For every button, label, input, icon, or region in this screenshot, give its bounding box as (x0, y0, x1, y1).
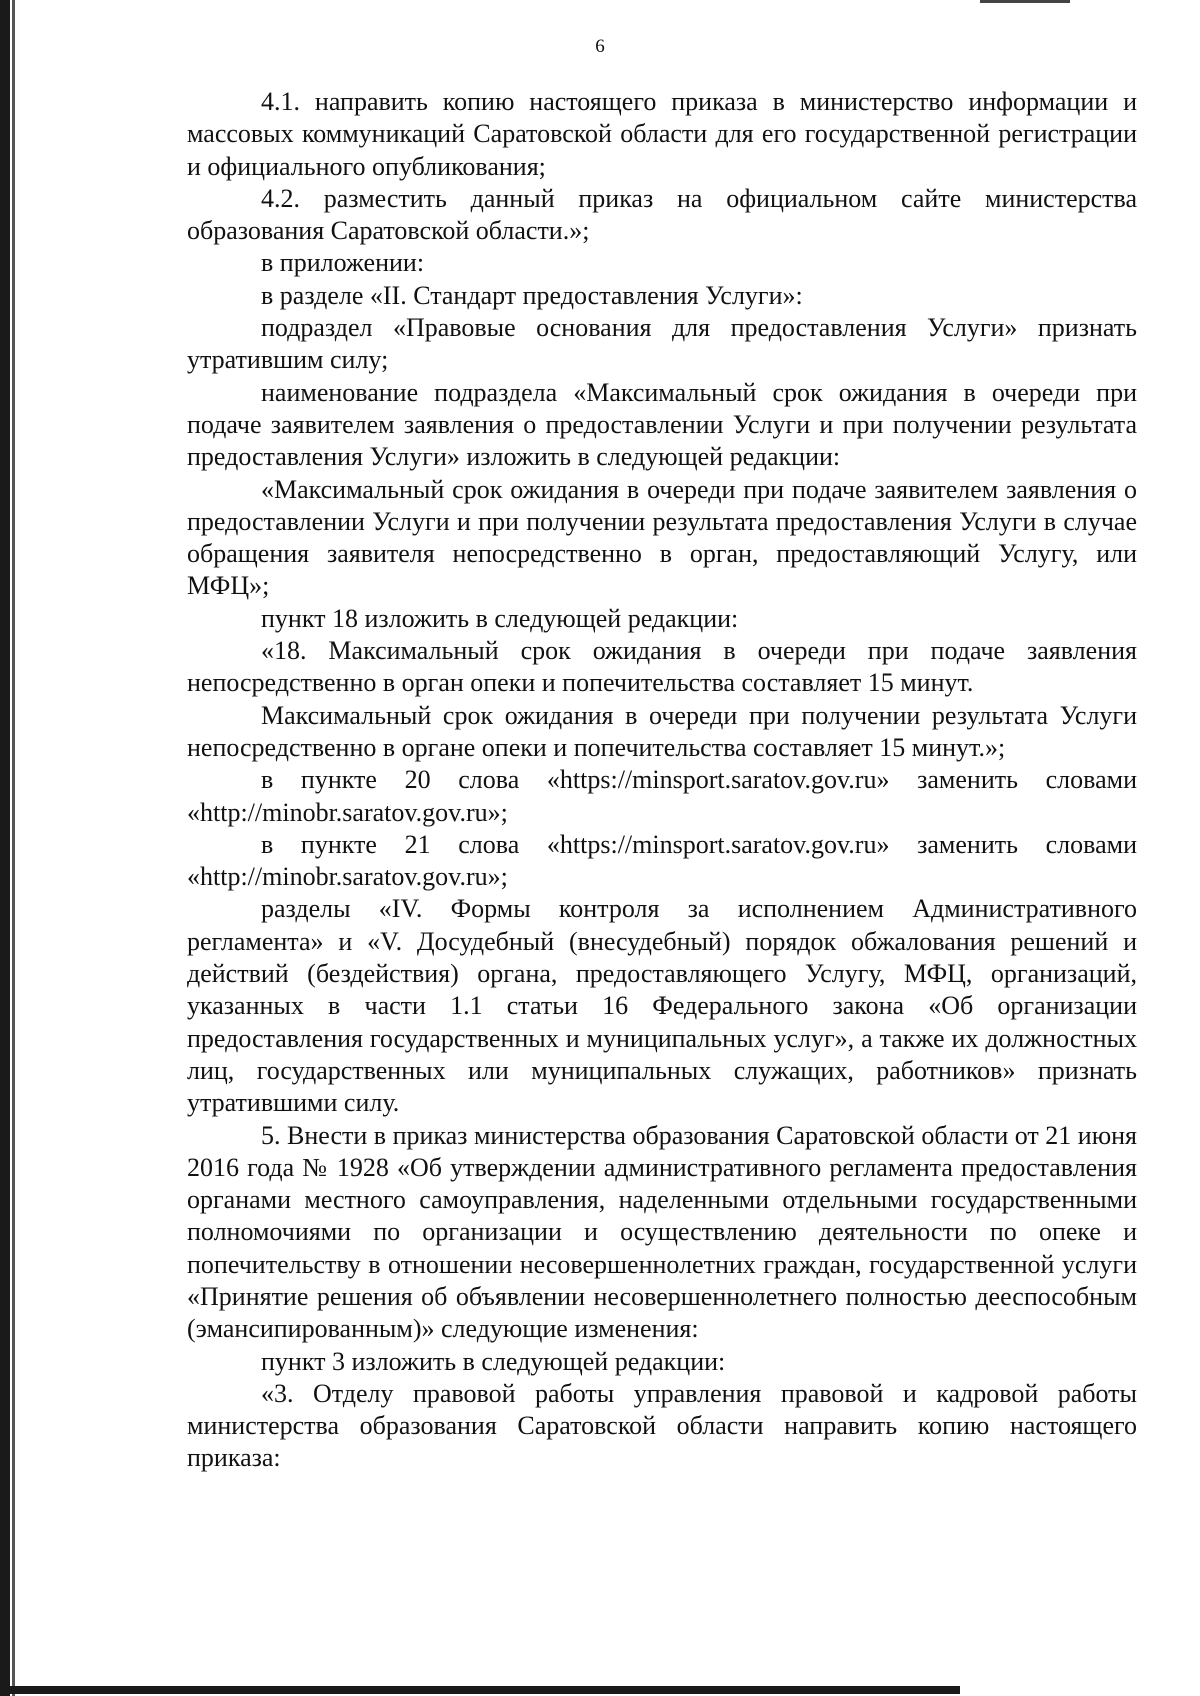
paragraph: в пункте 20 слова «https://minsport.saratov.gov.ru» заменить словами «http://minobr.saratov.gov.ru»; (187, 765, 1137, 827)
paragraph: Максимальный срок ожидания в очереди при получении результата Услуги непосредственно в органе опеки и попечительства составляет 15 минут.»; (187, 700, 1137, 762)
paragraph: подраздел «Правовые основания для предоставления Услуги» признать утратившим силу; (187, 313, 1137, 375)
paragraph: разделы «IV. Формы контроля за исполнением Административного регламента» и «V. Досудебный (внесудебный) порядок обжалования решений и действий (бездействия) органа, предоставляющего Услугу, МФЦ, организаций, указанных в части 1.1 статьи 16 Федерального закона «Об организации предоставления государственных и муниципальных услуг», а также их должностных лиц, государственных или муниципальных служащих, работников» признать утратившими силу. (187, 894, 1137, 1118)
scan-edge-bottom (0, 1686, 960, 1694)
paragraph: в разделе «II. Стандарт предоставления Услуги»: (261, 280, 803, 310)
scan-mark-top (980, 0, 1070, 3)
paragraph: в пункте 21 слова «https://minsport.saratov.gov.ru» заменить словами «http://minobr.saratov.gov.ru»; (187, 829, 1137, 892)
scan-edge-left-thin (12, 0, 15, 1696)
page-number: 6 (595, 36, 605, 57)
scan-edge-left (0, 0, 10, 1696)
paragraph: пункт 3 изложить в следующей редакции: (261, 1346, 726, 1376)
document-body (187, 86, 1137, 1475)
paragraph: «Максимальный срок ожидания в очереди при подаче заявителем заявления о предоставлении Услуги и при получении результата предоставления Услуги в случае обращения заявителя непосредственно в орган, предоставляющий Услугу, или МФЦ»; (187, 474, 1137, 601)
paragraph: «3. Отделу правовой работы управления правовой и кадровой работы министерства образования Саратовской области направить копию настоящего приказа: (187, 1378, 1137, 1473)
paragraph: пункт 18 изложить в следующей редакции: (261, 603, 739, 633)
paragraph: 5. Внести в приказ министерства образования Саратовской области от 21 июня 2016 года № 1928 «Об утверждении административного регламента предоставления органами местного самоуправления, наделенными отдельными государственными полномочиями по организации и осуществлению деятельности по опеке и попечительству в отношении несовершеннолетних граждан, государственной услуги «Принятие решения об объявлении несовершеннолетнего полностью дееспособным (эмансипированным)» следующие изменения: (187, 1120, 1137, 1344)
paragraph: 4.1. направить копию настоящего приказа в министерство информации и массовых коммуникаций Саратовской области для его государственной регистрации и официального опубликования; (187, 87, 1137, 181)
paragraph: наименование подраздела «Максимальный срок ожидания в очереди при подаче заявителем заявления о предоставлении Услуги и при получении результата предоставления Услуги» изложить в следующей редакции: (187, 377, 1137, 472)
paragraph: 4.2. разместить данный приказ на официальном сайте министерства образования Саратовской области.»; (187, 183, 1137, 246)
paragraph: «18. Максимальный срок ожидания в очереди при подаче заявления непосредственно в орган опеки и попечительства составляет 15 минут. (187, 636, 1137, 698)
paragraph: в приложении: (261, 248, 425, 278)
